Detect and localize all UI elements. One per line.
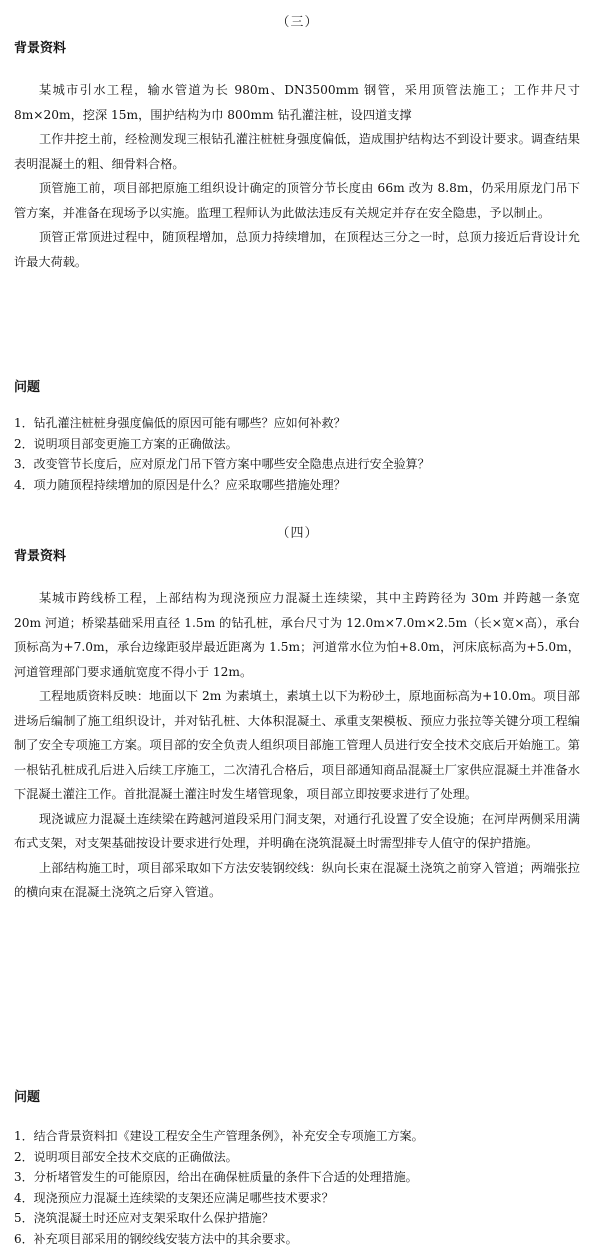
section-4-questions-heading: 问题 <box>14 1090 41 1105</box>
section-4-background-heading: 背景资料 <box>14 549 67 564</box>
section-3-questions-heading: 问题 <box>14 380 41 395</box>
question-item: 2．说明项目部变更施工方案的正确做法。 <box>14 436 238 451</box>
section-4-question-list <box>14 1126 584 1249</box>
paragraph: 现浇诚应力混凝土连续梁在跨越河道段采用门洞支架，对通行孔设置了安全设施；在河岸两侧采用满布式支架，对支架基础按设计要求进行处理，并明确在浇筑混凝土时需型排专人值守的保护措施。 <box>14 811 580 850</box>
question-item: 1．钻孔灌注桩桩身强度偏低的原因可能有哪些？应如何补救？ <box>14 416 346 430</box>
section-3-background-text <box>14 78 580 274</box>
question-item: 3．改变管节长度后，应对原龙门吊下管方案中哪些安全隐患点进行安全验算？ <box>14 457 430 471</box>
question-item: 4．现浇预应力混凝土连续梁的支架还应满足哪些技术要求？ <box>14 1190 334 1205</box>
question-item: 4．项力随顶程持续增加的原因是什么？应采取哪些措施处理？ <box>14 477 346 492</box>
paragraph: 顶管正常顶进过程中，随顶程增加，总顶力持续增加，在顶程达三分之一时，总顶力接近后背设计允许最大荷载。 <box>14 230 580 269</box>
section-3-title: （三） <box>276 15 319 30</box>
paragraph: 顶管施工前，项目部把原施工组织设计确定的顶管分节长度由 66m 改为 8.8m，仍采用原龙门吊下管方案，并准备在现场予以实施。监理工程师认为此做法违反有关规定并存在安全隐患，予以制止。 <box>14 181 580 220</box>
section-4-title: （四） <box>276 526 319 541</box>
question-item: 6．补充项目部采用的钢绞线安装方法中的其余要求。 <box>14 1231 298 1246</box>
section-4-background-text <box>14 586 580 905</box>
section-3-background-heading: 背景资料 <box>14 41 67 56</box>
question-item: 1．结合背景资料扣《建设工程安全生产管理条例》，补充安全专项施工方案。 <box>14 1129 424 1143</box>
paragraph: 某城市跨线桥工程，上部结构为现浇预应力混凝土连续梁，其中主跨跨径为 30m 并跨越一条宽 20m 河道；桥梁基础采用直径 1.5m 的钻孔桩，承台尺寸为 12.0m×7.0m×2.5m（长×宽×高），承台顶标高为+7.0m，承台边缘距驳岸最近距离为 1.5m；河道常水位为怕+8.0m，河床底标高为+5.0m，河道管理部门要求通航宽度不得小于 12m。 <box>14 591 580 679</box>
paragraph: 上部结构施工时，项目部采取如下方法安装钢绞线：纵向长束在混凝土浇筑之前穿入管道；两端张拉的横向束在混凝土浇筑之后穿入管道。 <box>14 860 580 899</box>
section-3-question-list <box>14 413 584 495</box>
question-item: 2．说明项目部安全技术交底的正确做法。 <box>14 1149 238 1164</box>
question-item: 5．浇筑混凝土时还应对支架采取什么保护措施？ <box>14 1211 274 1225</box>
paragraph: 工程地质资料反映：地面以下 2m 为素填土，素填土以下为粉砂土，原地面标高为+10.0m。项目部进场后编制了施工组织设计，并对钻孔桩、大体积混凝土、承重支架模板、预应力张拉等关键分项工程编制了安全专项施工方案。项目部的安全负责人组织项目部施工管理人员进行安全技术交底后开始施工。第一根钻孔桩成孔后进入后续工序施工，二次清孔合格后，项目部通知商品混凝土厂家供应混凝土并准备水下混凝土灌注工作。首批混凝土灌注时发生堵管现象，项目部立即按要求进行了处理。 <box>14 689 580 801</box>
paragraph: 工作井挖土前，经检测发现三根钻孔灌注桩桩身强度偏低，造成围护结构达不到设计要求。调查结果表明混凝土的粗、细骨料合格。 <box>14 132 580 171</box>
paragraph: 某城市引水工程，输水管道为长 980m、DN3500mm 钢管，采用顶管法施工；工作井尺寸8m×20m，挖深 15m，围护结构为巾 800mm 钻孔灌注桩，设四道支撑 <box>14 83 580 122</box>
question-item: 3．分析堵管发生的可能原因，给出在确保桩质量的条件下合适的处理措施。 <box>14 1170 418 1184</box>
